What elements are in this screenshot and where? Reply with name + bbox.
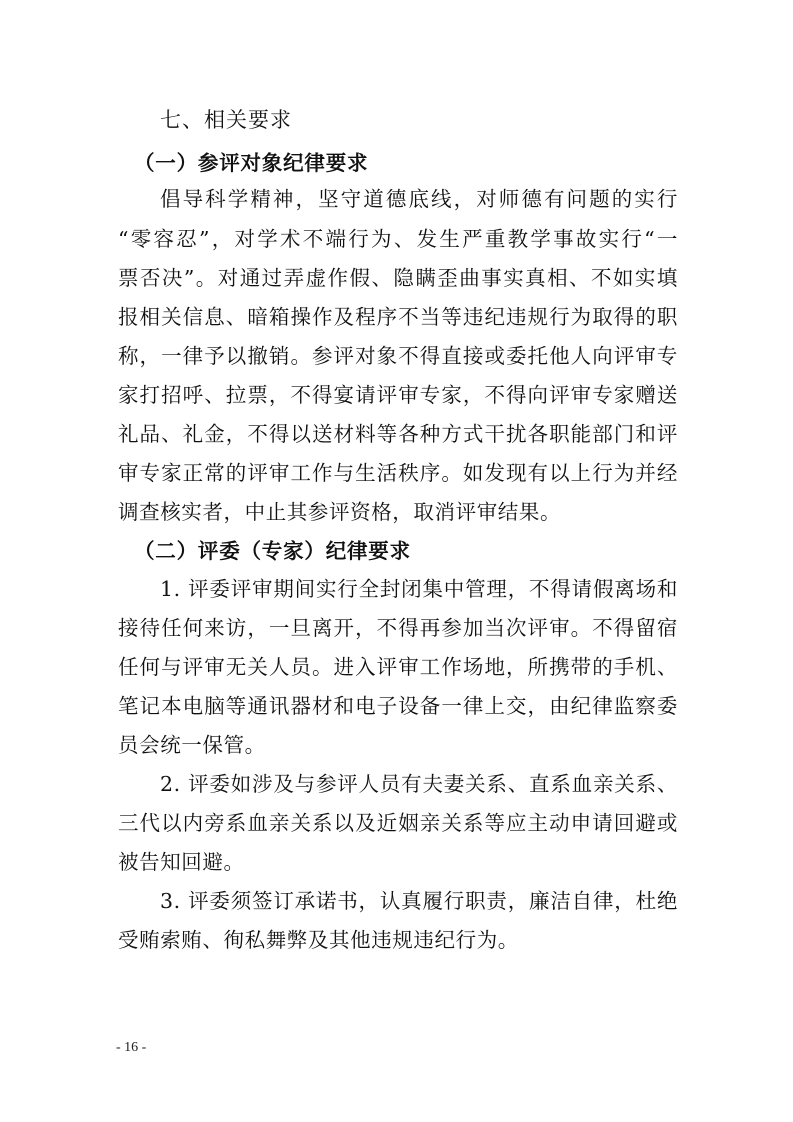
paragraph-line: 家打招呼、拉票，不得宴请评审专家，不得向评审专家赠送 [118, 383, 678, 407]
paragraph-line: 三代以内旁系血亲关系以及近姻亲关系等应主动申请回避或 [118, 811, 678, 835]
paragraph-line: 笔记本电脑等通讯器材和电子设备一律上交，由纪律监察委 [118, 694, 678, 718]
paragraph-line: 受贿索贿、徇私舞弊及其他违规违纪行为。 [118, 928, 519, 952]
paragraph-line: “零容忍”，对学术不端行为、发生严重教学事故实行“一 [118, 227, 678, 251]
paragraph-line: 倡导科学精神，坚守道德底线，对师德有问题的实行 [160, 187, 678, 211]
paragraph-line: 3. 评委须签订承诺书，认真履行职责，廉洁自律，杜绝 [160, 889, 678, 913]
subsection-heading-judge-discipline: （二）评委（专家）纪律要求 [134, 539, 411, 563]
paragraph-line: 审专家正常的评审工作与生活秩序。如发现有以上行为并经 [118, 461, 678, 485]
paragraph-line: 称，一律予以撤销。参评对象不得直接或委托他人向评审专 [118, 344, 678, 368]
page-number: - 16 - [116, 1040, 147, 1055]
paragraph-line: 接待任何来访，一旦离开，不得再参加当次评审。不得留宿 [118, 616, 678, 640]
paragraph-line: 员会统一保管。 [118, 733, 266, 757]
paragraph-line: 礼品、礼金，不得以送材料等各种方式干扰各职能部门和评 [118, 422, 678, 446]
paragraph-line: 报相关信息、暗箱操作及程序不当等违纪违规行为取得的职 [118, 305, 678, 329]
subsection-heading-participant-discipline: （一）参评对象纪律要求 [134, 151, 369, 175]
paragraph-line: 被告知回避。 [118, 850, 245, 874]
paragraph-line: 票否决”。对通过弄虚作假、隐瞒歪曲事实真相、不如实填 [118, 266, 678, 290]
paragraph-line: 任何与评审无关人员。进入评审工作场地，所携带的手机、 [118, 655, 678, 679]
paragraph-line: 调查核实者，中止其参评资格，取消评审结果。 [118, 500, 562, 524]
paragraph-line: 1. 评委评审期间实行全封闭集中管理，不得请假离场和 [160, 577, 678, 601]
paragraph-line: 2. 评委如涉及与参评人员有夫妻关系、直系血亲关系、 [160, 772, 678, 796]
section-heading: 七、相关要求 [160, 108, 292, 132]
